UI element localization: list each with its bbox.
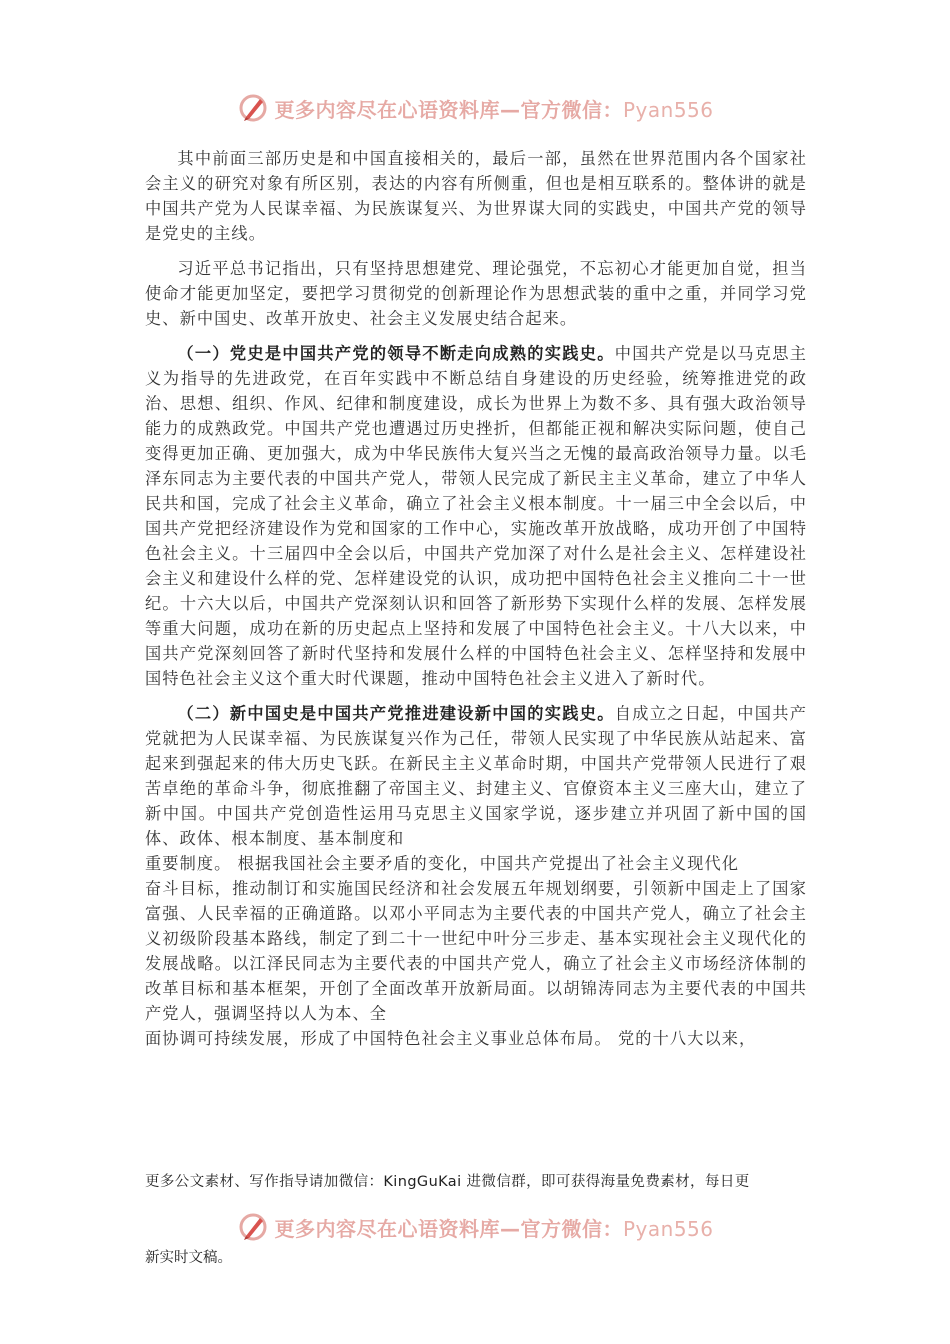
section-new-china-history: （二）新中国史是中国共产党推进建设新中国的实践史。自成立之日起，中国共产党就把为人民谋幸福、为民族谋复兴作为己任，带领人民实现了中华民族从站起来、富起来到强起来的伟大历史飞跃。在新民主主义革命时期，中国共产党带领人民进行了艰苦卓绝的革命斗争，彻底推翻了帝国主义、封建主义、官僚资本主义三座大山，建立了新中国。中国共产党创造性运用马克思主义国家学说，逐步建立并巩固了新中国的国体、政体、根本制度、基本制度和 — [145, 704, 807, 848]
footer-note: 更多公文素材、写作指导请加微信：KingGuKai 进微信群，即可获得海量免费素材，每日更 — [145, 1174, 750, 1190]
section-heading: （二）新中国史是中国共产党推进建设新中国的实践史。 — [177, 704, 615, 723]
section-party-history: （一）党史是中国共产党的领导不断走向成熟的实践史。中国共产党是以马克思主义为指导的先进政党，在百年实践中不断总结自身建设的历史经验，统筹推进党的政治、思想、组织、作风、纪律和制度建设，成长为世界上为数不多、具有强大政治领导能力的成熟政党。中国共产党也遭遇过历史挫折，但都能正视和解决实际问题，使自己变得更加正确、更加强大，成为中华民族伟大复兴当之无愧的最高政治领导力量。以毛泽东同志为主要代表的中国共产党人，带领人民完成了新民主主义革命，建立了中华人民共和国，完成了社会主义革命，确立了社会主义根本制度。十一届三中全会以后，中国共产党把经济建设作为党和国家的工作中心，实施改革开放战略，成功开创了中国特色社会主义。十三届四中全会以后，中国共产党加深了对什么是社会主义、怎样建设社会主义和建设什么样的党、怎样建设党的认识，成功把中国特色社会主义推向二十一世纪。十六大以后，中国共产党深刻认识和回答了新形势下实现什么样的发展、怎样发展等重大问题，成功在新的历史起点上坚持和发展了中国特色社会主义。十八大以来，中国共产党深刻回答了新时代坚持和发展什么样的中国特色社会主义、怎样坚持和发展中国特色社会主义这个重大时代课题，推动中国特色社会主义进入了新时代。 — [145, 344, 807, 688]
footer-note-tail: 新实时文稿。 — [145, 1250, 232, 1266]
watermark-text: 更多内容尽在心语资料库—官方微信：Pyan556 — [274, 1216, 714, 1241]
watermark-header — [0, 88, 950, 128]
text-line: 面协调可持续发展，形成了中国特色社会主义事业总体布局。 党的十八大以来， — [145, 1029, 757, 1048]
section-heading: （一）党史是中国共产党的领导不断走向成熟的实践史。 — [177, 344, 615, 363]
paragraph-1: 其中前面三部历史是和中国直接相关的，最后一部，虽然在世界范围内各个国家社会主义的研究对象有所区别，表达的内容有所侧重，但也是相互联系的。整体讲的就是中国共产党为人民谋幸福、为民族谋复兴、为世界谋大同的实践史，中国共产党的领导是党史的主线。 — [145, 149, 807, 243]
quill-pen-icon — [236, 1210, 270, 1244]
watermark-footer — [0, 1207, 950, 1247]
text-block: 奋斗目标，推动制订和实施国民经济和社会发展五年规划纲要，引领新中国走上了国家富强、人民幸福的正确道路。以邓小平同志为主要代表的中国共产党人，确立了社会主义初级阶段基本路线，制定了到二十一世纪中叶分三步走、基本实现社会主义现代化的发展战略。以江泽民同志为主要代表的中国共产党人，确立了社会主义市场经济体制的改革目标和基本框架，开创了全面改革开放新局面。以胡锦涛同志为主要代表的中国共产党人，强调坚持以人为本、全 — [145, 879, 807, 1023]
text-line: 重要制度。 根据我国社会主要矛盾的变化，中国共产党提出了社会主义现代化 — [145, 854, 740, 873]
paragraph-2: 习近平总书记指出，只有坚持思想建党、理论强党，不忘初心才能更加自觉，担当使命才能更加坚定，要把学习贯彻党的创新理论作为思想武装的重中之重，并同学习党史、新中国史、改革开放史、社会主义发展史结合起来。 — [145, 259, 807, 328]
document-body — [145, 146, 807, 1051]
watermark-text: 更多内容尽在心语资料库—官方微信：Pyan556 — [274, 97, 714, 122]
quill-pen-icon — [236, 91, 270, 125]
